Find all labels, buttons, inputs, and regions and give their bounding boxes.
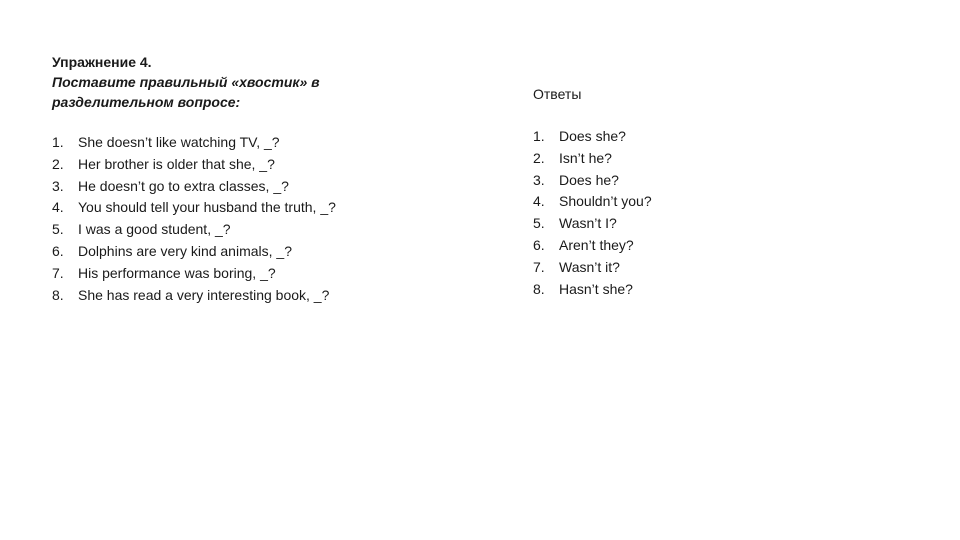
answer-text: Wasn’t it?: [559, 258, 620, 275]
item-number: 5.: [533, 215, 545, 232]
answer-text: Aren’t they?: [559, 236, 634, 253]
list-item: [52, 154, 472, 176]
list-item: [52, 197, 472, 219]
item-number: 7.: [52, 264, 64, 281]
list-item: [52, 241, 472, 263]
item-number: 8.: [52, 286, 64, 303]
list-item: [533, 191, 833, 213]
answer-text: Isn’t he?: [559, 149, 612, 166]
list-item: [533, 148, 833, 170]
item-number: 4.: [533, 193, 545, 210]
list-item: [533, 257, 833, 279]
item-text: I was a good student, _?: [78, 221, 231, 238]
item-number: 8.: [533, 280, 545, 297]
item-text: Dolphins are very kind animals, _?: [78, 242, 292, 259]
list-item: [533, 170, 833, 192]
answers-panel: [533, 84, 833, 300]
item-number: 3.: [52, 177, 64, 194]
item-text: She has read a very interesting book, _?: [78, 286, 330, 303]
item-number: 6.: [533, 236, 545, 253]
item-number: 2.: [533, 149, 545, 166]
item-number: 1.: [52, 134, 64, 150]
item-number: 7.: [533, 258, 545, 275]
item-text: You should tell your husband the truth, _?: [78, 199, 336, 216]
answer-text: Does she?: [559, 128, 626, 144]
answer-text: Does he?: [559, 171, 619, 188]
list-item: [533, 235, 833, 257]
exercise-list: [52, 132, 472, 306]
answers-title: Ответы: [533, 86, 582, 102]
exercise-panel: [52, 52, 472, 306]
exercise-instruction: Поставите правильный «хвостик» в разделительном вопросе:: [52, 74, 320, 110]
list-item: [52, 132, 472, 154]
exercise-title: Упражнение 4.: [52, 54, 152, 70]
item-text: His performance was boring, _?: [78, 264, 276, 281]
item-number: 6.: [52, 242, 64, 259]
answer-text: Wasn’t I?: [559, 215, 617, 232]
item-number: 3.: [533, 171, 545, 188]
item-text: Her brother is older that she, _?: [78, 155, 275, 172]
list-item: [533, 213, 833, 235]
answers-list: [533, 126, 833, 300]
item-number: 1.: [533, 128, 545, 144]
item-number: 2.: [52, 155, 64, 172]
item-text: She doesn’t like watching TV, _?: [78, 134, 280, 150]
list-item: [52, 219, 472, 241]
list-item: [533, 126, 833, 148]
list-item: [533, 279, 833, 301]
list-item: [52, 176, 472, 198]
item-text: He doesn’t go to extra classes, _?: [78, 177, 289, 194]
item-number: 4.: [52, 199, 64, 216]
list-item: [52, 285, 472, 307]
item-number: 5.: [52, 221, 64, 238]
answer-text: Hasn’t she?: [559, 280, 633, 297]
list-item: [52, 263, 472, 285]
answer-text: Shouldn’t you?: [559, 193, 652, 210]
